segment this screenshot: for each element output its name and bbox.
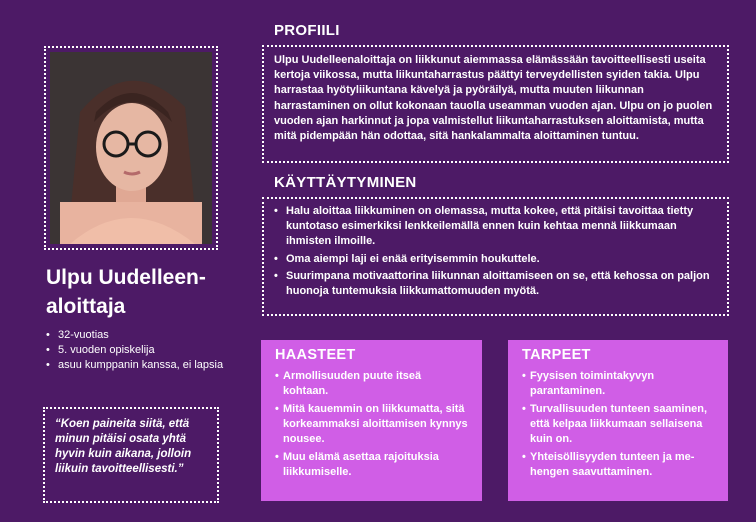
behavior-item: • Oma aiempi laji ei enää erityisemmin houkuttele. [274,252,717,267]
needs-title: TARPEET [522,347,591,363]
need-item: • Turvallisuuden tunteen saaminen, että kelpaa liikkumaan sellaisena kuin on. [522,402,714,447]
needs-card [508,340,728,501]
persona-facts [46,328,236,373]
behavior-item: • Suurimpana motivaattorina liikunnan aloittamiseen on se, että kehossa on paljon huonoja tuntemuksia liikkumattomuuden myötä. [274,269,717,299]
profile-title: PROFIILI [274,22,340,39]
challenge-item: • Armollisuuden puute itseä kohtaan. [275,369,468,399]
behavior-box [262,197,729,316]
needs-list [522,369,714,480]
fact-age: • 32-vuotias [46,328,236,342]
challenges-title: HAASTEET [275,347,356,363]
behavior-list [274,204,717,299]
persona-name: Ulpu Uudelleen-aloittaja [46,266,206,318]
challenges-card [261,340,482,501]
fact-study-year: • 5. vuoden opiskelija [46,343,236,357]
fact-household: • asuu kumppanin kanssa, ei lapsia [46,358,236,372]
persona-photo [50,52,212,244]
profile-text: Ulpu Uudelleenaloittaja on liikkunut aiemmassa elämässään tavoitteellisesti useita kertoja viikossa, mutta liikuntaharrastus päättyi terveydellisten syiden takia. Ulpu harrastaa hyötyliikuntana kävelyä ja pyöräilyä, mutta muuten liikunnan harrastaminen on ollut kokonaan tauolla useamman vuoden ajan. Ulpu on jo puolen vuoden ajan harkinnut ja jopa valmistellut liikuntaharrastuksen aloittamista, mutta mitä pidempään hän odottaa, sitä hankalammalta aloittaminen tuntuu. [262,45,729,163]
challenge-item: • Muu elämä asettaa rajoituksia liikkumiselle. [275,450,468,480]
behavior-title: KÄYTTÄYTYMINEN [274,174,417,191]
behavior-item: • Halu aloittaa liikkuminen on olemassa, mutta kokee, että pitäisi tavoittaa tietty kuntotaso esimerkiksi lenkkeilemällä ennen kuin kehtaa mennä liikkumaan ihmisten ilmoille. [274,204,717,250]
persona-quote: “Koen paineita siitä, että minun pitäisi osata yhtä hyvin kuin aikana, jolloin liikuin tavoitteellisesti.” [43,407,219,503]
persona-portrait-illustration [50,52,212,244]
challenge-item: • Mitä kauemmin on liikkumatta, sitä korkeammaksi aloittamisen kynnys nousee. [275,402,468,447]
persona-photo-frame [44,46,218,250]
need-item: • Fyysisen toimintakyvyn parantaminen. [522,369,714,399]
challenges-list [275,369,468,480]
need-item: • Yhteisöllisyyden tunteen ja me-hengen saavuttaminen. [522,450,714,480]
